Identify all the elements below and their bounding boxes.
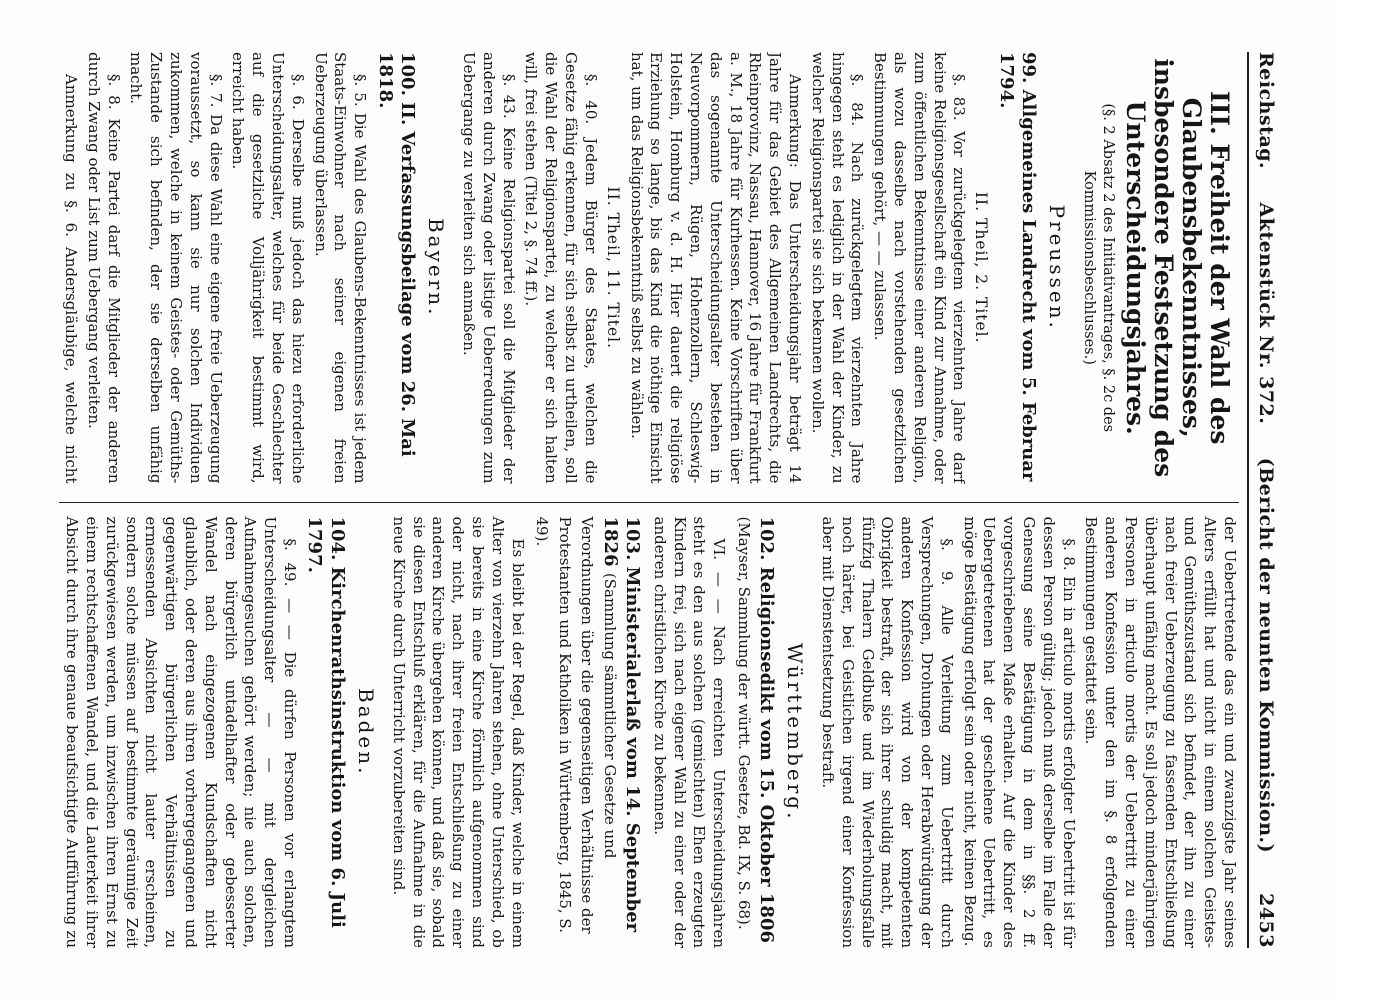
paragraph-9-sachsen: §. 9. Alle Verleitung zum Uebertritt durch Versprechungen, Drohungen oder Herabwürdigung der anderen Konfession wird von der kompetenten Obrigkeit bestraft, der sich ihrer schuldig macht, mit fünfzig Thalern Geldbuße und im Wiederholungsfalle noch härter, bei Geistlichen irgend einer Konfession aber mit Dienstentsetzung bestraft. [819, 516, 956, 948]
text-columns [59, 52, 1239, 948]
paragraph-6: §. 6. Derselbe muß jedoch das hiezu erforderliche Unterscheidungsalter, welches für beide Geschlechter auf die gesetzliche Volljährigkeit bestimmt wird, erreicht haben. [229, 52, 307, 484]
column-left [59, 52, 1239, 484]
annotation-paragraph-6: Anmerkung zu §. 6. Andersgläubige, welche nicht [62, 74, 81, 484]
law-heading-103-note: (Sammlung sämmtlicher Gesetze und Verordnungen über die gegenseitigen Verhältnisse der Protestanten und Katholiken in Württemberg, 1845, S. 49). [533, 516, 619, 934]
paragraph-103: Es bleibt bei der Regel, daß Kinder, welche in einem Alter von vierzehn Jahren stehen, ohne Unterschied, ob sie bereits in eine Kirche förmlich aufgenommen sind oder nicht, nach ihrer freien Entschließung zu einer anderen Kirche übergehen können, und daß sie, sobald sie diesen Entschluß erklären, für die Aufnahme in die neue Kirche durch Unterricht vorzubereiten sind. [389, 516, 527, 948]
paragraph-5: §. 5. Die Wahl des Glaubens-Bekenntnisses ist jedem Staats-Einwohner nach seiner eigenen freien Ueberzeugung überlassen. [311, 52, 370, 484]
state-heading-preussen: Preussen. [1045, 204, 1070, 331]
law-heading-100: 100. II. Verfassungsbeilage vom 26. Mai 1818. [374, 52, 419, 457]
header-center: Aktenstück Nr. 372. [1255, 202, 1277, 425]
paragraph-8: §. 8. Keine Partei darf die Mitglieder der anderen durch Zwang oder List zum Uebergang verleiten. [84, 52, 123, 484]
column-right [59, 502, 1239, 949]
law-heading-103-title: 103. Ministerialerlaß vom 14. September 1826 [599, 516, 644, 933]
state-heading-bayern: Bayern. [424, 217, 449, 318]
law-part-heading: II. Theil, 2. Titel. [972, 191, 991, 344]
law-heading-102-title: 102. Religionsedikt vom 15. Oktober 1806 [756, 516, 778, 943]
state-heading-baden: Baden. [354, 688, 378, 777]
annotation-paragraph: Anmerkung: Das Unterscheidungsjahr beträgt 14 Jahre für das Gebiet des Allgemeinen Landrechts, die Rheinprovinz, Nassau, Hannover, 16 Jahre für Frankfurt a. M., 18 Jahre für Kurhessen. Keine Vorschriften über das sogenannte Unterscheidungsalter bestehen in Neuvorpommern, Rügen, Hohenzollern, Schleswig-Holstein, Homburg v. d. H. Hier dauert die religiöse Erziehung so lange, bis das Kind die nöthige Einsicht hat, um das Religionsbekenntniß selbst zu wählen. [627, 52, 804, 484]
law-heading-103 [531, 517, 644, 949]
paragraph-40: §. 40. Jedem Bürger des Staates, welchen die Gesetze fähig erkennen, für sich selbst zu urtheilen, soll die Wahl der Religionspartei, zu welcher er sich halten will, frei stehen (Titel 2, §. 74 ff.). [522, 52, 600, 484]
running-header [1247, 52, 1277, 948]
paragraph-7: §. 7. Da diese Wahl eine eigene freie Ueberzeugung voraussetzt, so kann sie nur solchen Individuen zukommen, welche in keinem Geistes- oder Gemüths-Zustande sich befinden, der sie derselben unfähig macht. [127, 52, 225, 484]
law-part-heading-2: II. Theil, 11. Titel. [603, 186, 622, 350]
paragraph-83: §. 83. Vor zurückgelegtem vierzehnten Jahre darf keine Religionsgesellschaft ein Kind zur Annahme, oder zum öffentlichen Bekenntnisse einer anderen Religion, als wozu dasselbe nach vorstehenden gesetzlichen Bestimmungen gehört, — — zulassen. [871, 52, 969, 484]
header-left: Reichstag. [1255, 52, 1277, 170]
paragraph-84: §. 84. Nach zurückgelegtem vierzehnten Jahre hingegen steht es lediglich in der Wahl der Kinder, zu welcher Religionspartei sie sich bekennen wollen. [808, 52, 867, 484]
section-subtitle: (§. 2 Absatz 2 des Initiativantrages, §. 2c des Kommissionsbeschlusses.) [1081, 103, 1116, 433]
state-heading-wuerttemberg: Württemberg. [783, 643, 808, 822]
paragraph-8-sachsen: §. 8. Ein in articulo mortis erfolgter Uebertritt ist für dessen Person gültig; jedoch muß derselbe im Falle der Genesung seine Bestätigung in dem in §§. 2 ff. vorgeschriebenen Maße erhalten. Auf die Kinder des Uebergetretenen hat der geschehene Uebertritt, es möge Bestätigung erfolgt sein oder nicht, keinen Bezug. [960, 516, 1078, 948]
law-heading-104: 104. Kirchenrathsinstruktion vom 6. Juli 1797. [304, 516, 348, 928]
law-heading-99: 99. Allgemeines Landrecht vom 5. Februar 1794. [995, 52, 1040, 482]
header-right: (Bericht der neunten Kommission.) [1255, 457, 1277, 854]
page-number: 2453 [1255, 893, 1277, 948]
law-heading-102-note: (Mayser, Sammlung der württ. Gesetze, Bd. IX, S. 68). [734, 516, 753, 930]
law-heading-102 [732, 517, 777, 949]
paragraph-49: §. 49. — — Die dürfen Personen vor erlangtem Unterscheidungsalter — — mit dergleichen Aufnahmegesuchen gehört werden; nie auch solchen, deren bürgerlich untadelhafter oder gebesserter Wandel nach eingezogenen Kundschaften nicht glaublich, oder deren aus ihren vorhergegangenen und gegenwärtigen bürgerlichen Verhältnissen zu ermessenden Absichten nicht lauter erscheinen, sondern solche müssen auf bestimmte geräumige Zeit zurückgewiesen werden, um inzwischen ihren Ernst zu einem rechtschaffenen Wandel, und die Lauterkeit ihrer Absicht durch ihre genaue beaufsichtigte Aufführung zu erproben. Ist deren Annahme ordnungsmäßig [59, 516, 299, 948]
paragraph-43: §. 43. Keine Religionspartei soll die Mitglieder der anderen durch Zwang oder listige Ueberredungen zum Uebergange zu verleiten sich anmaßen. [459, 52, 518, 484]
section-title: III. Freiheit der Wahl des Glaubensbekenntnisses, insbesondere Festsetzung des Unterscheidungsjahres. [1121, 58, 1234, 478]
paragraph-vi: VI. — — Nach erreichten Unterscheidungsjahren steht es den aus solchen (gemischten) Ehen erzeugten Kindern frei, sich nach eigener Wahl zu einer oder der anderen christlichen Kirche zu bekennen. [650, 516, 729, 948]
continued-paragraph: der Uebertretende das ein und zwanzigste Jahr seines Alters erfüllt hat und nicht in einem solchen Geistes- und Gemüthszustand sich befindet, der ihn zu einer nach freier Ueberzeugung zu fassenden Entschließung überhaupt unfähig macht. Es soll jedoch minderjährigen Personen in articulo mortis der Uebertritt zu einer anderen Konfession unter den im §. 8 erfolgenden Bestimmungen gestattet sein. [1082, 516, 1239, 948]
